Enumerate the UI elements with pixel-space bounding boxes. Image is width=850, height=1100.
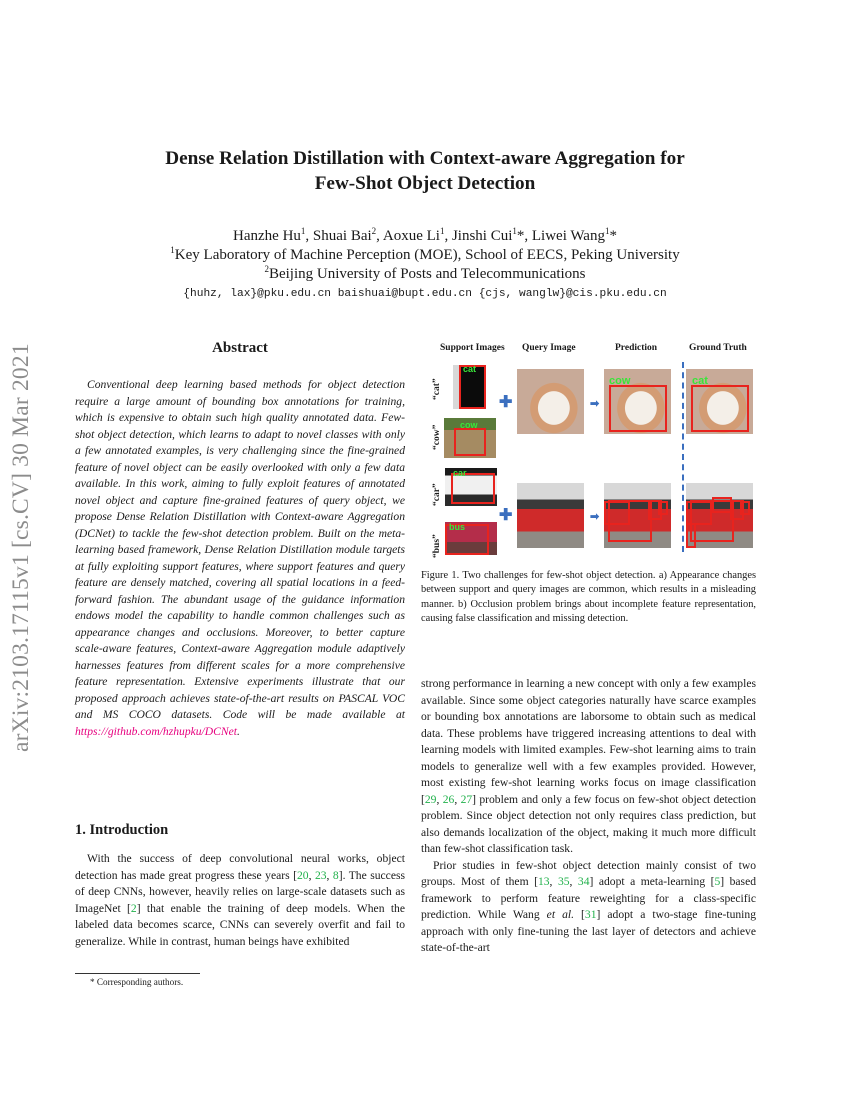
abstract-body: Conventional deep learning based methods for object detection require a large amount of bounding box annotations for training, which is expensive to obtain such high quality annotated data. Few-shot object detection, which learns to adapt to novel classes with only a few annotated examples, is very challenging since the fine-grained feature of novel object can be easily overlooked with only a few data available. In this work, aiming to fully exploit features of annotated novel object and capture fine-grained features of query object, we propose Dense Relation Distillation with Context-aware Aggregation (DCNet) to tackle the few-shot detection problem. Built on the meta-learning based framework, Dense Relation Distillation module targets at fully exploiting support features, where support features and query feature are densely matched, covering all spatial locations in a feed-forward fashion. The abundant usage of the guidance information endows model the capability to handle common challenges such as appearance changes and occlusions. Moreover, to better capture scale-aware features, Context-aware Aggregation module adaptively harnesses features from different scales for a more comprehensive feature representation. Extensive experiments illustrate that our proposed approach achieves state-of-the-art results on PASCAL VOC and MS COCO datasets. Code will be made available at https://github.com/hzhupku/DCNet. [75, 378, 405, 738]
citation-link[interactable]: 20 [296, 868, 309, 882]
citation-link[interactable]: 34 [577, 875, 590, 888]
author: Aoxue Li$^1$, [382, 226, 452, 244]
affiliation-1: $^1$Key Laboratory of Machine Perception (MOE), School of EECS, Peking University [170, 245, 680, 263]
figure-divider [682, 362, 684, 552]
citation-link[interactable]: 29 [424, 792, 437, 806]
introduction-heading: 1. Introduction [75, 822, 169, 838]
ground-truth-image-cars [686, 483, 753, 548]
figure-1 [430, 340, 770, 558]
author: Shuai Bai$^2$, [312, 226, 383, 244]
introduction-right-column: strong performance in learning a new concept with only a few examples available. Since some object categories naturally have scarce examples or bounding box annotations are laborsome to obtain such as medical data. These problems have triggered increasing attentions to deal with learning models with limited examples. Few-shot learning aims to train models to generalize well with a few examples provided. However, most existing few-shot learning works focus on image classification [29, 26, 27] problem and only a few focus on few-shot object detection problem. Since object detection not only requires class prediction, but also demands localization of the object, making it much more difficult than few-shot classification task. Prior studies in few-shot object detection mainly consist of two groups. Most of them [13, 35, 34] adopt a meta-learning [5] based framework to perform feature reweighting for a class-specific prediction. While Wang et al. [31] adopt a two-stage fine-tuning approach with only fine-tuning the last layer of detectors and achieve state-of-the-art [421, 677, 757, 954]
query-image-cars [517, 483, 584, 548]
footnote-corresponding-authors: * Corresponding authors. [90, 977, 184, 987]
citation-link[interactable]: 26 [442, 792, 455, 806]
support-label-cow: “cow” [432, 424, 442, 450]
author: Jinshi Cui$^1$*, [451, 226, 532, 244]
support-image-bus: bus [445, 522, 497, 555]
support-image-cat: cat [453, 365, 486, 409]
figure-header-support: Support Images [440, 343, 505, 353]
code-repository-link[interactable]: https://github.com/hzhupku/DCNet [75, 724, 237, 738]
prediction-image-cars [604, 483, 671, 548]
author: Hanzhe Hu$^1$, [233, 226, 313, 244]
citation-link[interactable]: 2 [130, 901, 137, 915]
citation-link[interactable]: 31 [584, 908, 597, 921]
citation-link[interactable]: 35 [557, 875, 570, 888]
introduction-paragraph-1: With the success of deep convolutional neural works, object detection has made great progress these years [20, 23, 8]. The success of deep CNNs, however, heavily relies on large-scale datasets such as ImageNet [2] that enable the training of deep models. When the labeled data becomes scarce, CNNs can severely overfit and fail to generalize. While in contrast, human beings have exhibited [75, 852, 405, 948]
citation-link[interactable]: 8 [332, 868, 339, 882]
query-image-cat [517, 369, 584, 434]
ground-truth-image-cat: cat [686, 369, 753, 434]
figure-header-query: Query Image [522, 343, 576, 353]
title-line-2: Few-Shot Object Detection [314, 173, 536, 194]
author-block [0, 227, 850, 284]
arxiv-identifier-stamp: arXiv:2103.17115v1 [cs.CV] 30 Mar 2021 [8, 343, 34, 752]
title-line-1: Dense Relation Distillation with Context-aware Aggregation for [165, 148, 685, 169]
prediction-image-cat: cow [604, 369, 671, 434]
citation-link[interactable]: 5 [714, 875, 721, 888]
plus-icon: ✚ [499, 394, 513, 411]
arrow-right-icon: ➡ [590, 398, 600, 410]
footnote-divider [75, 973, 200, 974]
support-label-car: “car” [432, 483, 442, 506]
citation-link[interactable]: 23 [314, 868, 327, 882]
author-emails: {huhz, lax}@pku.edu.cn baishuai@bupt.edu.cn {cjs, wanglw}@cis.pku.edu.cn [183, 288, 667, 300]
support-label-bus: “bus” [432, 534, 442, 558]
arrow-right-icon: ➡ [590, 511, 600, 523]
figure-header-ground-truth: Ground Truth [689, 343, 747, 353]
citation-link[interactable]: 13 [537, 875, 550, 888]
support-image-car: car [445, 468, 497, 506]
support-label-cat: “cat” [432, 378, 442, 400]
figure-header-prediction: Prediction [615, 343, 658, 353]
citation-link[interactable]: 27 [460, 792, 473, 806]
affiliation-2: $^2$Beijing University of Posts and Telecommunications [264, 264, 586, 282]
figure-1-caption: Figure 1. Two challenges for few-shot object detection. a) Appearance changes between support and query images are common, which results in a misleading manner. b) Occlusion problem brings about incomplete feature representation, causing false classification and missing detection. [421, 570, 756, 624]
abstract-heading: Abstract [212, 340, 268, 356]
plus-icon: ✚ [499, 507, 513, 524]
author: Liwei Wang$^1$* [531, 226, 617, 244]
paper-title [0, 146, 850, 196]
support-image-cow: cow [444, 418, 496, 458]
author-list [0, 227, 850, 246]
